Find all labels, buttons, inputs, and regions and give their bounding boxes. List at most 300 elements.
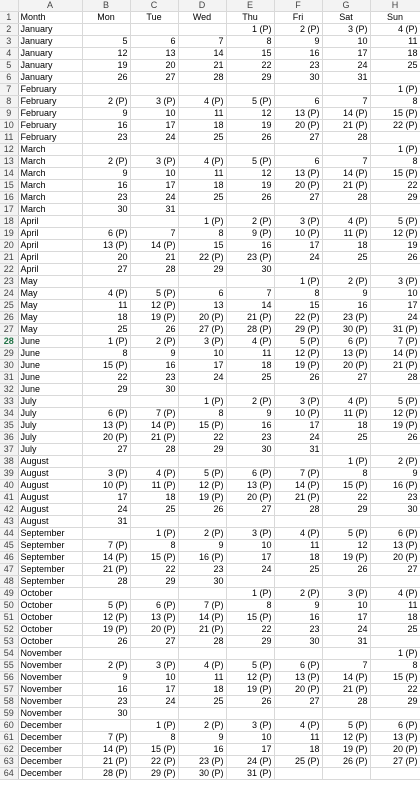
day-cell[interactable]: 24 (322, 624, 370, 636)
day-cell[interactable]: 16 (274, 48, 322, 60)
day-cell[interactable]: 25 (178, 132, 226, 144)
day-cell[interactable]: 25 (274, 564, 322, 576)
day-cell[interactable] (82, 216, 130, 228)
day-cell[interactable]: 14 (P) (322, 672, 370, 684)
day-cell[interactable] (178, 204, 226, 216)
day-cell[interactable]: 12 (226, 108, 274, 120)
row-number[interactable]: 10 (0, 120, 18, 132)
day-cell[interactable]: 27 (P) (178, 324, 226, 336)
day-cell[interactable]: 6 (P) (370, 528, 420, 540)
day-cell[interactable] (226, 708, 274, 720)
row-number[interactable]: 39 (0, 468, 18, 480)
day-cell[interactable]: 21 (P) (322, 120, 370, 132)
row-number[interactable]: 11 (0, 132, 18, 144)
row-number[interactable]: 12 (0, 144, 18, 156)
day-cell[interactable]: 18 (178, 180, 226, 192)
day-cell[interactable]: 11 (226, 348, 274, 360)
row-number[interactable]: 62 (0, 744, 18, 756)
day-cell[interactable] (130, 708, 178, 720)
day-cell[interactable]: 4 (P) (274, 720, 322, 732)
month-cell[interactable]: June (18, 336, 82, 348)
header-cell[interactable]: Wed (178, 12, 226, 24)
day-cell[interactable]: 23 (82, 132, 130, 144)
day-cell[interactable]: 14 (226, 300, 274, 312)
row-number[interactable]: 26 (0, 312, 18, 324)
day-cell[interactable]: 22 (226, 624, 274, 636)
day-cell[interactable]: 17 (130, 120, 178, 132)
day-cell[interactable]: 27 (82, 264, 130, 276)
day-cell[interactable] (82, 456, 130, 468)
day-cell[interactable]: 27 (82, 444, 130, 456)
day-cell[interactable]: 16 (178, 744, 226, 756)
month-cell[interactable]: October (18, 600, 82, 612)
day-cell[interactable] (274, 516, 322, 528)
day-cell[interactable]: 2 (P) (130, 336, 178, 348)
day-cell[interactable] (370, 72, 420, 84)
day-cell[interactable]: 23 (370, 492, 420, 504)
day-cell[interactable]: 3 (P) (130, 156, 178, 168)
day-cell[interactable]: 24 (178, 372, 226, 384)
day-cell[interactable] (322, 648, 370, 660)
day-cell[interactable] (130, 588, 178, 600)
month-cell[interactable]: February (18, 108, 82, 120)
day-cell[interactable]: 7 (P) (82, 540, 130, 552)
day-cell[interactable] (82, 144, 130, 156)
day-cell[interactable]: 30 (370, 504, 420, 516)
day-cell[interactable]: 24 (130, 132, 178, 144)
day-cell[interactable]: 3 (P) (82, 468, 130, 480)
day-cell[interactable]: 11 (274, 540, 322, 552)
day-cell[interactable]: 23 (P) (178, 756, 226, 768)
row-number[interactable]: 13 (0, 156, 18, 168)
month-cell[interactable]: June (18, 372, 82, 384)
day-cell[interactable]: 8 (274, 288, 322, 300)
row-number[interactable]: 15 (0, 180, 18, 192)
day-cell[interactable]: 8 (130, 540, 178, 552)
day-cell[interactable]: 27 (130, 72, 178, 84)
day-cell[interactable] (130, 24, 178, 36)
day-cell[interactable]: 15 (P) (130, 744, 178, 756)
row-number[interactable]: 19 (0, 228, 18, 240)
day-cell[interactable] (130, 396, 178, 408)
column-header[interactable]: B (82, 0, 130, 12)
row-number[interactable]: 20 (0, 240, 18, 252)
day-cell[interactable] (322, 204, 370, 216)
day-cell[interactable]: 9 (178, 540, 226, 552)
day-cell[interactable]: 26 (226, 696, 274, 708)
day-cell[interactable]: 7 (P) (370, 336, 420, 348)
month-cell[interactable]: May (18, 300, 82, 312)
row-number[interactable]: 51 (0, 612, 18, 624)
day-cell[interactable]: 31 (P) (370, 324, 420, 336)
day-cell[interactable]: 29 (P) (274, 324, 322, 336)
day-cell[interactable]: 29 (130, 576, 178, 588)
day-cell[interactable]: 8 (370, 660, 420, 672)
day-cell[interactable]: 17 (226, 744, 274, 756)
day-cell[interactable]: 9 (322, 288, 370, 300)
day-cell[interactable] (82, 276, 130, 288)
day-cell[interactable]: 27 (274, 696, 322, 708)
day-cell[interactable] (130, 84, 178, 96)
day-cell[interactable]: 16 (82, 180, 130, 192)
day-cell[interactable]: 14 (P) (82, 744, 130, 756)
day-cell[interactable]: 10 (322, 600, 370, 612)
day-cell[interactable]: 22 (370, 684, 420, 696)
day-cell[interactable]: 17 (178, 360, 226, 372)
day-cell[interactable]: 16 (226, 420, 274, 432)
column-header[interactable]: D (178, 0, 226, 12)
day-cell[interactable]: 24 (274, 432, 322, 444)
day-cell[interactable]: 26 (82, 72, 130, 84)
row-number[interactable]: 23 (0, 276, 18, 288)
month-cell[interactable]: November (18, 672, 82, 684)
column-header[interactable]: E (226, 0, 274, 12)
day-cell[interactable]: 15 (P) (322, 480, 370, 492)
day-cell[interactable]: 12 (P) (82, 612, 130, 624)
month-cell[interactable]: September (18, 564, 82, 576)
day-cell[interactable]: 29 (178, 444, 226, 456)
day-cell[interactable]: 7 (P) (130, 408, 178, 420)
day-cell[interactable]: 19 (P) (178, 492, 226, 504)
day-cell[interactable]: 4 (P) (82, 288, 130, 300)
row-number[interactable]: 6 (0, 72, 18, 84)
month-cell[interactable]: July (18, 408, 82, 420)
day-cell[interactable]: 30 (226, 264, 274, 276)
day-cell[interactable] (130, 144, 178, 156)
day-cell[interactable]: 27 (130, 636, 178, 648)
column-header[interactable]: A (18, 0, 82, 12)
month-cell[interactable]: December (18, 744, 82, 756)
day-cell[interactable]: 23 (130, 372, 178, 384)
day-cell[interactable]: 9 (130, 348, 178, 360)
day-cell[interactable]: 15 (P) (370, 672, 420, 684)
day-cell[interactable]: 16 (130, 360, 178, 372)
day-cell[interactable]: 7 (P) (274, 468, 322, 480)
day-cell[interactable] (130, 456, 178, 468)
day-cell[interactable]: 11 (370, 36, 420, 48)
header-cell[interactable]: Month (18, 12, 82, 24)
day-cell[interactable]: 24 (130, 192, 178, 204)
month-cell[interactable]: May (18, 288, 82, 300)
day-cell[interactable]: 13 (P) (82, 420, 130, 432)
day-cell[interactable]: 8 (226, 36, 274, 48)
month-cell[interactable]: December (18, 756, 82, 768)
day-cell[interactable]: 24 (322, 60, 370, 72)
day-cell[interactable]: 16 (82, 120, 130, 132)
day-cell[interactable]: 18 (82, 312, 130, 324)
day-cell[interactable] (226, 516, 274, 528)
day-cell[interactable]: 26 (226, 192, 274, 204)
day-cell[interactable]: 19 (370, 240, 420, 252)
day-cell[interactable]: 4 (P) (130, 468, 178, 480)
month-cell[interactable]: July (18, 432, 82, 444)
day-cell[interactable]: 14 (P) (370, 348, 420, 360)
day-cell[interactable] (178, 384, 226, 396)
row-number[interactable]: 37 (0, 444, 18, 456)
day-cell[interactable] (322, 516, 370, 528)
header-cell[interactable]: Fri (274, 12, 322, 24)
day-cell[interactable]: 6 (P) (370, 720, 420, 732)
day-cell[interactable]: 13 (P) (226, 480, 274, 492)
day-cell[interactable]: 2 (P) (82, 96, 130, 108)
day-cell[interactable]: 10 (P) (82, 480, 130, 492)
day-cell[interactable]: 13 (P) (82, 240, 130, 252)
day-cell[interactable]: 6 (P) (130, 600, 178, 612)
day-cell[interactable]: 18 (322, 420, 370, 432)
row-number[interactable]: 53 (0, 636, 18, 648)
month-cell[interactable]: September (18, 552, 82, 564)
day-cell[interactable]: 11 (178, 168, 226, 180)
month-cell[interactable]: August (18, 468, 82, 480)
day-cell[interactable]: 24 (130, 696, 178, 708)
day-cell[interactable] (82, 588, 130, 600)
row-number[interactable]: 1 (0, 12, 18, 24)
day-cell[interactable] (370, 576, 420, 588)
row-number[interactable]: 38 (0, 456, 18, 468)
month-cell[interactable]: February (18, 96, 82, 108)
row-number[interactable]: 8 (0, 96, 18, 108)
day-cell[interactable]: 15 (274, 300, 322, 312)
day-cell[interactable] (178, 84, 226, 96)
day-cell[interactable]: 23 (226, 432, 274, 444)
day-cell[interactable]: 22 (178, 432, 226, 444)
month-cell[interactable]: January (18, 48, 82, 60)
day-cell[interactable] (226, 384, 274, 396)
day-cell[interactable]: 15 (P) (130, 552, 178, 564)
day-cell[interactable]: 30 (178, 576, 226, 588)
month-cell[interactable]: September (18, 576, 82, 588)
day-cell[interactable] (82, 528, 130, 540)
header-cell[interactable]: Thu (226, 12, 274, 24)
day-cell[interactable] (370, 384, 420, 396)
month-cell[interactable]: November (18, 696, 82, 708)
day-cell[interactable]: 5 (P) (226, 96, 274, 108)
day-cell[interactable]: 18 (226, 360, 274, 372)
day-cell[interactable]: 7 (P) (178, 600, 226, 612)
row-number[interactable]: 61 (0, 732, 18, 744)
day-cell[interactable]: 3 (P) (370, 276, 420, 288)
month-cell[interactable]: January (18, 60, 82, 72)
day-cell[interactable]: 1 (P) (226, 24, 274, 36)
day-cell[interactable] (370, 444, 420, 456)
month-cell[interactable]: October (18, 588, 82, 600)
day-cell[interactable]: 27 (274, 132, 322, 144)
day-cell[interactable]: 16 (274, 612, 322, 624)
day-cell[interactable]: 31 (322, 72, 370, 84)
day-cell[interactable]: 7 (178, 36, 226, 48)
day-cell[interactable]: 6 (274, 96, 322, 108)
day-cell[interactable] (82, 84, 130, 96)
day-cell[interactable]: 19 (P) (130, 312, 178, 324)
day-cell[interactable]: 20 (P) (274, 684, 322, 696)
day-cell[interactable]: 29 (370, 696, 420, 708)
month-cell[interactable]: February (18, 84, 82, 96)
day-cell[interactable]: 28 (322, 696, 370, 708)
day-cell[interactable]: 30 (226, 444, 274, 456)
month-cell[interactable]: August (18, 480, 82, 492)
day-cell[interactable]: 20 (130, 60, 178, 72)
day-cell[interactable]: 3 (P) (226, 720, 274, 732)
day-cell[interactable]: 17 (130, 180, 178, 192)
month-cell[interactable]: April (18, 264, 82, 276)
day-cell[interactable]: 26 (322, 564, 370, 576)
day-cell[interactable]: 14 (P) (82, 552, 130, 564)
day-cell[interactable] (226, 648, 274, 660)
day-cell[interactable]: 1 (P) (370, 144, 420, 156)
day-cell[interactable] (274, 144, 322, 156)
day-cell[interactable]: 10 (130, 672, 178, 684)
day-cell[interactable]: 8 (178, 228, 226, 240)
day-cell[interactable]: 7 (P) (82, 732, 130, 744)
day-cell[interactable]: 19 (82, 60, 130, 72)
day-cell[interactable]: 24 (P) (226, 756, 274, 768)
day-cell[interactable]: 5 (P) (226, 660, 274, 672)
day-cell[interactable]: 11 (178, 108, 226, 120)
day-cell[interactable]: 13 (P) (274, 672, 322, 684)
day-cell[interactable]: 10 (370, 288, 420, 300)
day-cell[interactable] (274, 264, 322, 276)
day-cell[interactable]: 14 (P) (130, 420, 178, 432)
day-cell[interactable]: 20 (P) (130, 624, 178, 636)
day-cell[interactable] (226, 144, 274, 156)
row-number[interactable]: 60 (0, 720, 18, 732)
day-cell[interactable]: 9 (178, 732, 226, 744)
day-cell[interactable]: 22 (370, 180, 420, 192)
day-cell[interactable]: 23 (82, 696, 130, 708)
month-cell[interactable]: August (18, 456, 82, 468)
day-cell[interactable]: 22 (P) (178, 252, 226, 264)
day-cell[interactable]: 23 (82, 192, 130, 204)
day-cell[interactable]: 26 (P) (322, 756, 370, 768)
month-cell[interactable]: November (18, 660, 82, 672)
day-cell[interactable]: 1 (P) (130, 720, 178, 732)
day-cell[interactable]: 2 (P) (82, 660, 130, 672)
day-cell[interactable]: 29 (226, 72, 274, 84)
row-number[interactable]: 9 (0, 108, 18, 120)
day-cell[interactable]: 12 (322, 540, 370, 552)
day-cell[interactable]: 21 (P) (82, 564, 130, 576)
column-header[interactable]: G (322, 0, 370, 12)
day-cell[interactable]: 3 (P) (130, 660, 178, 672)
day-cell[interactable]: 1 (P) (82, 336, 130, 348)
day-cell[interactable]: 12 (82, 48, 130, 60)
day-cell[interactable]: 4 (P) (274, 528, 322, 540)
day-cell[interactable]: 3 (P) (274, 396, 322, 408)
row-number[interactable]: 43 (0, 516, 18, 528)
row-number[interactable]: 14 (0, 168, 18, 180)
day-cell[interactable] (82, 24, 130, 36)
day-cell[interactable]: 20 (P) (370, 552, 420, 564)
day-cell[interactable]: 15 (178, 240, 226, 252)
day-cell[interactable] (322, 708, 370, 720)
day-cell[interactable] (370, 204, 420, 216)
day-cell[interactable]: 12 (P) (130, 300, 178, 312)
day-cell[interactable] (322, 444, 370, 456)
header-cell[interactable]: Sat (322, 12, 370, 24)
day-cell[interactable]: 18 (130, 492, 178, 504)
row-number[interactable]: 34 (0, 408, 18, 420)
day-cell[interactable]: 11 (P) (130, 480, 178, 492)
row-number[interactable]: 54 (0, 648, 18, 660)
day-cell[interactable]: 4 (P) (178, 660, 226, 672)
month-cell[interactable]: March (18, 192, 82, 204)
day-cell[interactable] (82, 720, 130, 732)
month-cell[interactable]: June (18, 348, 82, 360)
day-cell[interactable]: 13 (P) (130, 612, 178, 624)
day-cell[interactable]: 12 (P) (370, 228, 420, 240)
day-cell[interactable] (178, 144, 226, 156)
row-number[interactable]: 41 (0, 492, 18, 504)
day-cell[interactable]: 19 (226, 120, 274, 132)
day-cell[interactable]: 8 (178, 408, 226, 420)
month-cell[interactable]: March (18, 156, 82, 168)
day-cell[interactable]: 9 (274, 600, 322, 612)
month-cell[interactable]: October (18, 636, 82, 648)
day-cell[interactable]: 15 (226, 48, 274, 60)
month-cell[interactable]: January (18, 36, 82, 48)
day-cell[interactable] (274, 648, 322, 660)
day-cell[interactable]: 6 (P) (82, 228, 130, 240)
day-cell[interactable]: 2 (P) (226, 216, 274, 228)
day-cell[interactable]: 2 (P) (178, 720, 226, 732)
day-cell[interactable] (226, 204, 274, 216)
day-cell[interactable]: 19 (P) (370, 420, 420, 432)
day-cell[interactable]: 8 (130, 732, 178, 744)
day-cell[interactable]: 18 (370, 48, 420, 60)
day-cell[interactable]: 28 (178, 636, 226, 648)
day-cell[interactable]: 29 (322, 504, 370, 516)
day-cell[interactable]: 16 (322, 300, 370, 312)
day-cell[interactable]: 18 (370, 612, 420, 624)
day-cell[interactable]: 24 (82, 504, 130, 516)
day-cell[interactable]: 5 (P) (274, 336, 322, 348)
day-cell[interactable]: 21 (P) (178, 624, 226, 636)
day-cell[interactable]: 2 (P) (274, 24, 322, 36)
day-cell[interactable] (178, 708, 226, 720)
day-cell[interactable] (130, 648, 178, 660)
day-cell[interactable]: 31 (82, 516, 130, 528)
month-cell[interactable]: August (18, 504, 82, 516)
day-cell[interactable]: 25 (370, 60, 420, 72)
day-cell[interactable]: 8 (370, 156, 420, 168)
month-cell[interactable]: February (18, 120, 82, 132)
row-number[interactable]: 16 (0, 192, 18, 204)
day-cell[interactable] (178, 648, 226, 660)
month-cell[interactable]: December (18, 720, 82, 732)
day-cell[interactable]: 22 (226, 60, 274, 72)
day-cell[interactable]: 6 (130, 36, 178, 48)
day-cell[interactable] (322, 84, 370, 96)
day-cell[interactable]: 25 (178, 696, 226, 708)
day-cell[interactable]: 9 (P) (226, 228, 274, 240)
row-number[interactable]: 55 (0, 660, 18, 672)
day-cell[interactable]: 28 (322, 192, 370, 204)
row-number[interactable]: 18 (0, 216, 18, 228)
row-number[interactable]: 47 (0, 564, 18, 576)
day-cell[interactable]: 28 (274, 504, 322, 516)
day-cell[interactable]: 17 (130, 684, 178, 696)
month-cell[interactable]: October (18, 624, 82, 636)
day-cell[interactable]: 23 (P) (322, 312, 370, 324)
day-cell[interactable] (370, 768, 420, 780)
day-cell[interactable]: 4 (P) (178, 156, 226, 168)
column-header[interactable]: F (274, 0, 322, 12)
day-cell[interactable]: 28 (P) (82, 768, 130, 780)
day-cell[interactable]: 11 (P) (322, 408, 370, 420)
day-cell[interactable]: 26 (274, 372, 322, 384)
day-cell[interactable]: 7 (226, 288, 274, 300)
day-cell[interactable]: 28 (178, 72, 226, 84)
